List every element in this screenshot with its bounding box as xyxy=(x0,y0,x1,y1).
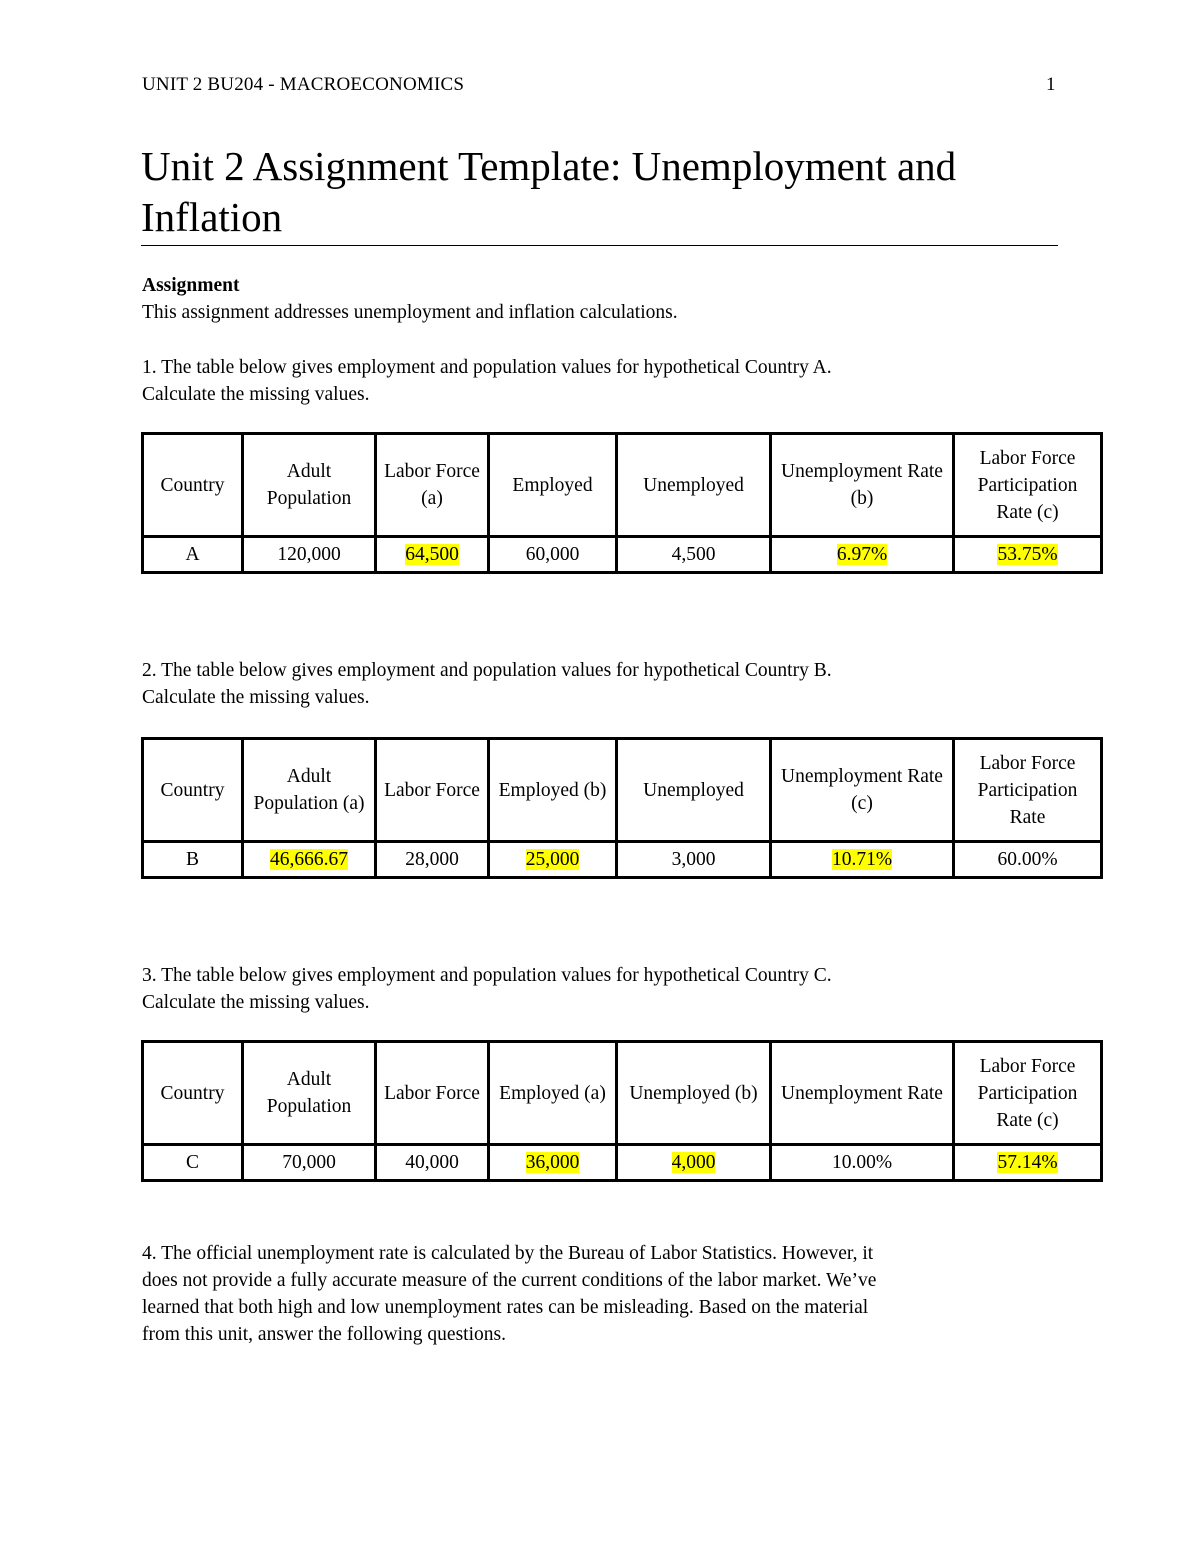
table-header-row xyxy=(143,739,1102,842)
value-cell xyxy=(489,842,617,878)
header-cell: Country xyxy=(143,1042,243,1145)
value-cell: C xyxy=(143,1145,243,1181)
highlighted-answer: 10.71% xyxy=(831,849,893,870)
value-cell xyxy=(954,537,1102,573)
header-cell: Labor Force Participation Rate (c) xyxy=(954,434,1102,537)
table-row xyxy=(143,1145,1102,1181)
header-cell: Country xyxy=(143,739,243,842)
header-cell: Unemployment Rate (c) xyxy=(771,739,954,842)
header-cell: Employed (a) xyxy=(489,1042,617,1145)
value-cell: 10.00% xyxy=(771,1145,954,1181)
header-cell: Adult Population (a) xyxy=(243,739,376,842)
value-cell: 4,500 xyxy=(617,537,771,573)
country-b-table xyxy=(141,737,1103,879)
value-cell xyxy=(771,537,954,573)
header-cell: Adult Population xyxy=(243,1042,376,1145)
value-cell xyxy=(489,1145,617,1181)
value-cell xyxy=(617,1145,771,1181)
page-number: 1 xyxy=(1046,74,1056,95)
q2-prompt-line2: Calculate the missing values. xyxy=(142,687,370,708)
q4-prompt-line2: does not provide a fully accurate measure of the current conditions of the labor market. We’ve xyxy=(142,1270,877,1291)
value-cell xyxy=(771,842,954,878)
header-cell: Labor Force (a) xyxy=(376,434,489,537)
value-cell: 40,000 xyxy=(376,1145,489,1181)
table-header-row xyxy=(143,434,1102,537)
page-title: Unit 2 Assignment Template: Unemployment and Inflation xyxy=(141,141,1058,246)
header-cell: Labor Force xyxy=(376,739,489,842)
value-cell: A xyxy=(143,537,243,573)
value-cell: 70,000 xyxy=(243,1145,376,1181)
value-cell: B xyxy=(143,842,243,878)
header-cell: Adult Population xyxy=(243,434,376,537)
value-cell: 3,000 xyxy=(617,842,771,878)
value-cell: 60,000 xyxy=(489,537,617,573)
highlighted-answer: 36,000 xyxy=(525,1152,580,1173)
q4-prompt-line3: learned that both high and low unemployment rates can be misleading. Based on the material xyxy=(142,1297,869,1318)
assignment-intro: This assignment addresses unemployment and inflation calculations. xyxy=(142,302,678,323)
country-a-table xyxy=(141,432,1103,574)
value-cell xyxy=(376,537,489,573)
highlighted-answer: 25,000 xyxy=(525,849,580,870)
q1-prompt-line2: Calculate the missing values. xyxy=(142,384,370,405)
q1-prompt-line1: 1. The table below gives employment and population values for hypothetical Country A. xyxy=(142,357,832,378)
q3-prompt-line1: 3. The table below gives employment and population values for hypothetical Country C. xyxy=(142,965,832,986)
country-c-table xyxy=(141,1040,1103,1182)
q2-prompt-line1: 2. The table below gives employment and population values for hypothetical Country B. xyxy=(142,660,832,681)
value-cell xyxy=(954,1145,1102,1181)
header-cell: Labor Force xyxy=(376,1042,489,1145)
highlighted-answer: 6.97% xyxy=(836,544,888,565)
table-row xyxy=(143,842,1102,878)
highlighted-answer: 64,500 xyxy=(405,544,459,565)
highlighted-answer: 53.75% xyxy=(997,544,1058,565)
q4-prompt-line4: from this unit, answer the following questions. xyxy=(142,1324,506,1345)
header-cell: Country xyxy=(143,434,243,537)
table-row xyxy=(143,537,1102,573)
highlighted-answer: 4,000 xyxy=(671,1152,716,1173)
running-head: UNIT 2 BU204 - MACROECONOMICS xyxy=(142,74,465,95)
header-cell: Employed xyxy=(489,434,617,537)
header-cell: Labor Force Participation Rate (c) xyxy=(954,1042,1102,1145)
value-cell: 120,000 xyxy=(243,537,376,573)
table-header-row xyxy=(143,1042,1102,1145)
value-cell: 60.00% xyxy=(954,842,1102,878)
header-cell: Unemployment Rate xyxy=(771,1042,954,1145)
header-cell: Unemployment Rate (b) xyxy=(771,434,954,537)
header-cell: Unemployed (b) xyxy=(617,1042,771,1145)
q4-prompt-line1: 4. The official unemployment rate is calculated by the Bureau of Labor Statistics. However, it xyxy=(142,1243,874,1264)
value-cell: 28,000 xyxy=(376,842,489,878)
header-cell: Labor Force Participation Rate xyxy=(954,739,1102,842)
header-cell: Unemployed xyxy=(617,739,771,842)
header-cell: Unemployed xyxy=(617,434,771,537)
header-cell: Employed (b) xyxy=(489,739,617,842)
highlighted-answer: 46,666.67 xyxy=(270,849,348,870)
q3-prompt-line2: Calculate the missing values. xyxy=(142,992,370,1013)
highlighted-answer: 57.14% xyxy=(997,1152,1058,1173)
assignment-heading: Assignment xyxy=(142,275,240,296)
value-cell xyxy=(243,842,376,878)
